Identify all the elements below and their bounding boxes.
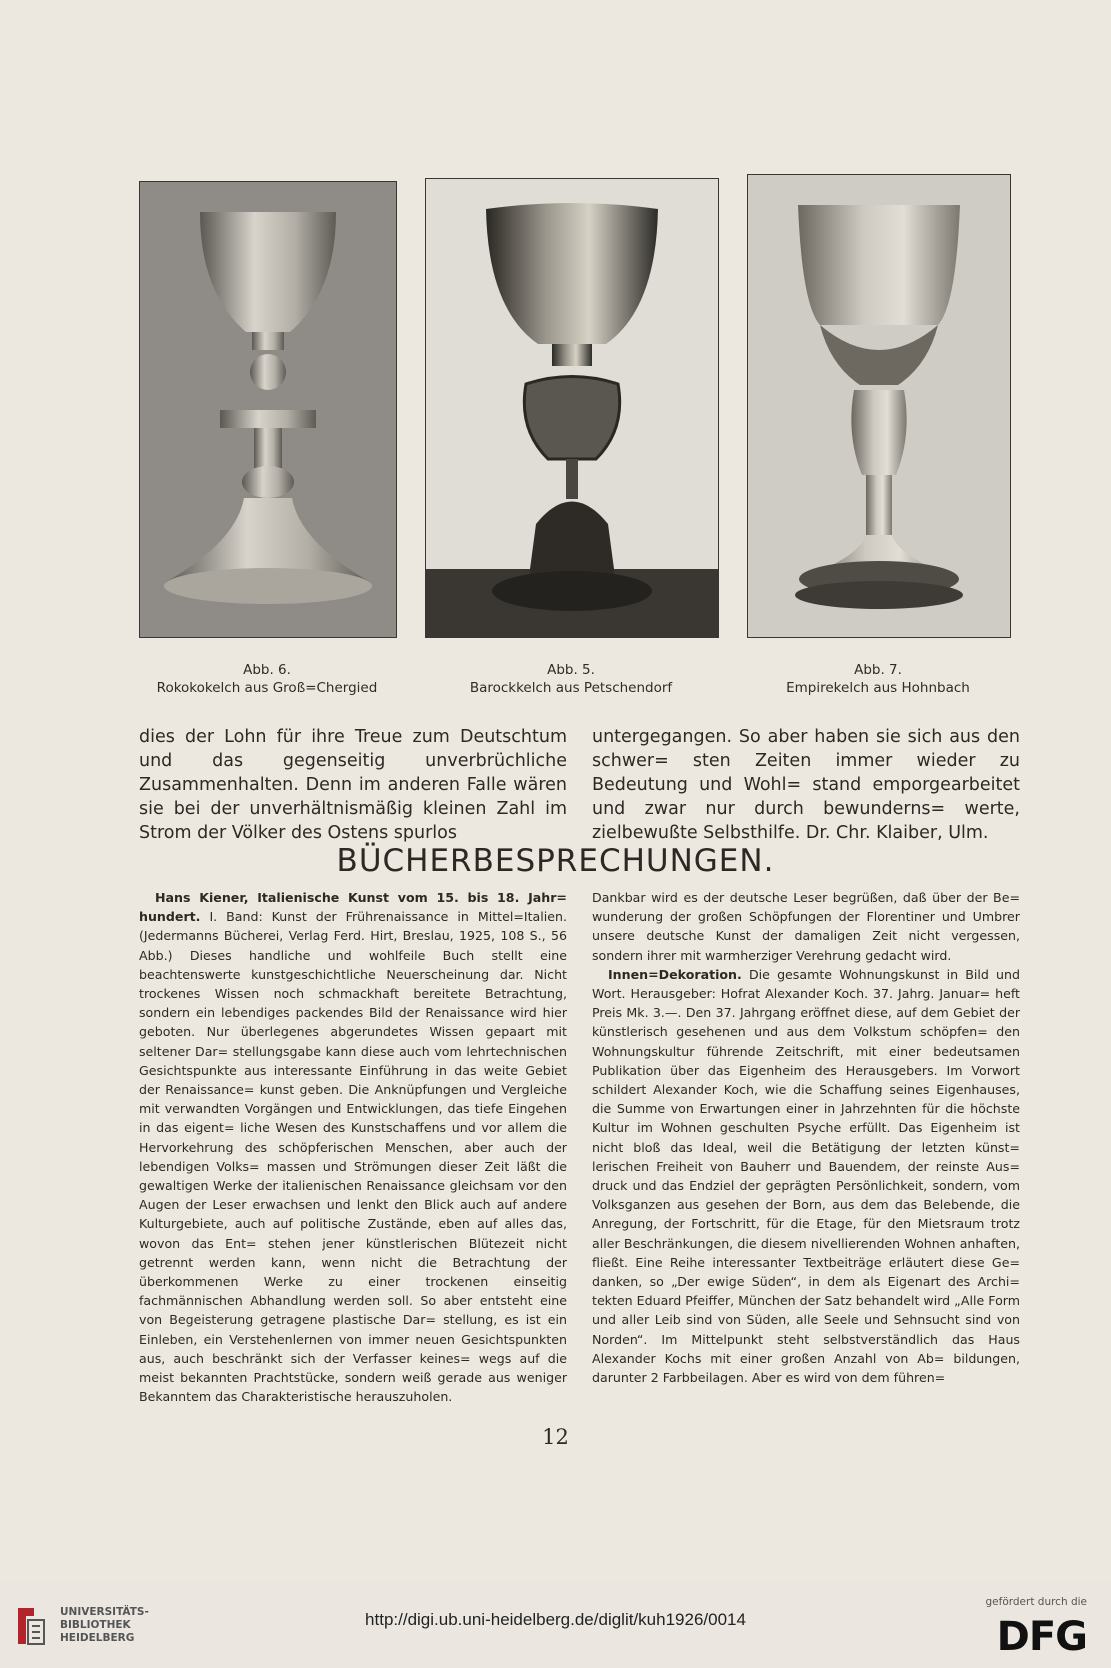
figure-caption-2 — [425, 661, 717, 697]
review-kiener-continued: Dankbar wird es der deutsche Leser begrüßen, daß über der Be= wunderung der großen Schöpfungen der Florentiner und Umbrer unsere deutsche Kunst der damaligen Zeit nicht vergessen, sondern ihrer mit warmherziger Verehrung gedacht wird. — [592, 890, 1020, 963]
figure-number: Abb. 5. — [547, 662, 595, 678]
review-title: Hans Kiener, Italienische Kunst vom 15. bis 18. Jahr= hundert. — [139, 890, 567, 925]
figure-title: Barockkelch aus Petschendorf — [469, 680, 673, 696]
review-body: I. Band: Kunst der Frührenaissance in Mittel=Italien. (Jedermanns Bücherei, Verlag Ferd. Hirt, Breslau, 1925, 108 S., 56 Abb.) Dieses handliche und wohlfeile Buch stellt eine beachtenswerte kunstgeschichtliche Neuerscheinung dar. Nicht trockenes Wissen noch schmackhaft bereitete Betrachtung, sondern ein lebendiges packendes Bild der Renaissance wird hier geboten. Nur überlegenes abgerundetes Wissen gepaart mit seltener Dar= stellungsgabe kann diese auch vom lehrtechnischen Gesichtspunkte aus interessante Einführung in das weite Gebiet der Renaissance= kunst geben. Die Anknüpfungen und Vergleiche mit verwandten Vorgängen und Entwicklungen, das tiefe Eingehen in das eigent= liche Wesen des Kunstschaffens und vor allem die Hervorkehrung des schöpferischen Menschen, aber auch der lebendigen Volks= massen und Strömungen dieser Zeit läßt die gewaltigen Werke der italienischen Renaissance gleichsam vor den Augen der Leser erwachsen und lenkt den Blick auch auf andere Kulturgebiete, auch auf politische Zustände, eben auf alles das, wovon das Ent= stehen jener künstlerischen Blütezeit nicht getrennt werden kann, wenn nicht die Betrachtung der überkommenen Werke zu einer trockenen einseitig fachmännischen Abhandlung werden soll. So aber entsteht eine von Begeisterung getragene plastische Dar= stellung, es ist ein Einleben, ein Verstehenlernen von immer neuen Gesichtspunkten aus, auch beschränkt sich der Verfasser keines= wegs auf die meist bekannten Prachtstücke, sondern weiß gerade aus weniger Bekanntem das Charakteristische herauszuholen. — [139, 909, 567, 1405]
figure-baroque-chalice — [425, 178, 719, 638]
page-number: 12 — [542, 1425, 569, 1449]
figure-rokoko-chalice — [139, 181, 397, 638]
chalice-photo-3 — [748, 175, 1010, 637]
intro-left-column: dies der Lohn für ihre Treue zum Deutschtum und das gegenseitig unverbrüchliche Zusammenhalten. Denn im anderen Falle wären sie bei der unverhältnismäßig kleinen Zahl im Strom der Völker des Ostens spurlos — [139, 727, 567, 843]
dfg-logo: DFG — [996, 1614, 1087, 1660]
figure-number: Abb. 7. — [854, 662, 902, 678]
figure-empire-chalice — [747, 174, 1011, 638]
review-kiener — [139, 888, 567, 1406]
figure-caption-3 — [747, 661, 1009, 697]
figure-title: Rokokokelch aus Groß=Chergied — [156, 680, 378, 696]
chalice-photo-2 — [426, 179, 718, 637]
intro-right-column: untergegangen. So aber haben sie sich aus den schwer= sten Zeiten immer wieder zu Bedeutung und Wohl= stand emporgearbeitet und zwar nur durch bewunderns= werte, zielbewußte Selbsthilfe. Dr. Chr. Klaiber, Ulm. — [592, 727, 1020, 843]
review-title: Innen=Dekoration. — [608, 966, 742, 982]
chalice-photo-1 — [140, 182, 396, 637]
section-heading: BÜCHERBESPRECHUNGEN. — [336, 843, 775, 879]
university-library-name: UNIVERSITÄTS- BIBLIOTHEK HEIDELBERG — [60, 1606, 149, 1644]
review-innen-dekoration — [592, 965, 1020, 1387]
figure-title: Empirekelch aus Hohnbach — [786, 680, 970, 696]
review-body: Die gesamte Wohnungskunst in Bild und Wort. Herausgeber: Hofrat Alexander Koch. 37. Jahrg. Januar= heft Preis Mk. 3.—. Den 37. Jahrgang eröffnet diese, auf dem Gebiet der künstlerisch gesehenen und aus dem Volkstum schöpfen= den Wohnungskultur führende Zeitschrift, mit einer bedeutsamen Publikation über das Eigenheim des Herausgebers. Im Vorwort schildert Alexander Koch, wie die Schaffung seines Eigenhauses, die Summe von Erwartungen einer in Jahrzehnten für die höchste Kultur im Wohnen geschulten Psyche erfüllt. Das Eigenheim ist nicht bloß das Ideal, weil die Betätigung der letzten künst= lerischen Freiheit von Bauherr und Bauendem, der reinste Aus= druck und das Endziel der geprägten Persönlichkeit, sondern, vom Volksganzen aus gesehen der Born, aus dem das Belebende, die Anregung, der Fortschritt, für die Etage, für den Mietsraum trotz aller Beschränkungen, die diesem nivellierenden Wohnen anhaften, fließt. Eine Reihe interessanter Textbeiträge erläutert diese Ge= danken, so „Der ewige Süden“, in dem als Eigenart des Archi= tekten Eduard Pfeiffer, München der Satz behandelt wird „Alle Form und aller Leib sind von Süden, alle Seele und Sehnsucht sind von Norden“. Im Mittelpunkt steht selbstverständlich das Haus Alexander Kochs mit einer großen Anzahl von Ab= bildungen, darunter 2 Farbbeilagen. Aber es wird von dem führen= — [592, 966, 1020, 1386]
review-left-column — [139, 888, 567, 1406]
source-url[interactable]: http://digi.ub.uni-heidelberg.de/diglit/kuh1926/0014 — [365, 1610, 746, 1629]
figure-number: Abb. 6. — [243, 662, 291, 678]
figure-caption-1 — [139, 661, 395, 697]
funding-note: gefördert durch die — [985, 1596, 1087, 1608]
review-right-column — [592, 888, 1020, 1387]
